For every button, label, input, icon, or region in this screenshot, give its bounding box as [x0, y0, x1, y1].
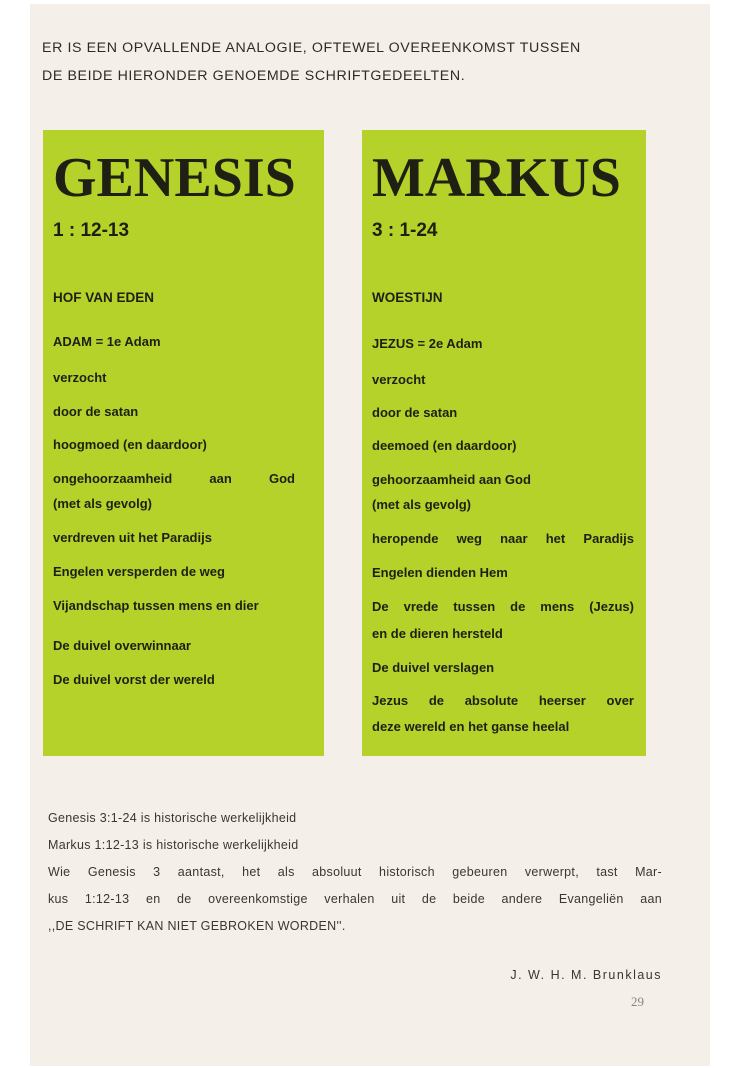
markus-place: WOESTIJN	[372, 290, 443, 305]
footer-line-3: Wie Genesis 3 aantast, het als absoluut historisch gebeuren verwerpt, tast Mar-	[48, 865, 662, 879]
genesis-line: verzocht	[53, 370, 107, 385]
intro-text	[42, 34, 682, 90]
genesis-line: ADAM = 1e Adam	[53, 334, 161, 349]
genesis-line: (met als gevolg)	[53, 496, 152, 511]
page-number: 29	[631, 994, 644, 1009]
genesis-line: Vijandschap tussen mens en dier	[53, 598, 259, 613]
markus-line: Jezus de absolute heerser over	[372, 693, 634, 708]
markus-line: heropende weg naar het Paradijs	[372, 531, 634, 546]
author-signature: J. W. H. M. Brunklaus	[510, 968, 662, 982]
genesis-place: HOF VAN EDEN	[53, 290, 155, 305]
markus-line: Engelen dienden Hem	[372, 565, 508, 580]
markus-line: gehoorzaamheid aan God	[372, 472, 531, 487]
genesis-line: verdreven uit het Paradijs	[53, 530, 212, 545]
genesis-reference: 1 : 12-13	[53, 220, 130, 241]
markus-line: deemoed (en daardoor)	[372, 438, 517, 453]
markus-line: deze wereld en het ganse heelal	[372, 719, 570, 734]
genesis-line: ongehoorzaamheid aan God	[53, 471, 295, 486]
footer-line-4: kus 1:12-13 en de overeenkomstige verhalen uit de beide andere Evangeliën aan	[48, 892, 662, 906]
intro-line-1: ER IS EEN OPVALLENDE ANALOGIE, OFTEWEL OVEREENKOMST TUSSEN	[42, 40, 581, 56]
markus-line: JEZUS = 2e Adam	[372, 336, 483, 351]
genesis-title: GENESIS	[53, 147, 296, 209]
markus-line: De duivel verslagen	[372, 660, 495, 675]
footer-line-5: ,,DE SCHRIFT KAN NIET GEBROKEN WORDEN''.	[48, 919, 346, 933]
document-page	[30, 4, 710, 1066]
genesis-line: hoogmoed (en daardoor)	[53, 437, 207, 452]
genesis-line: De duivel overwinnaar	[53, 638, 191, 653]
markus-line: verzocht	[372, 372, 426, 387]
markus-line: door de satan	[372, 405, 458, 420]
markus-panel	[362, 130, 646, 756]
markus-title: MARKUS	[372, 147, 621, 209]
genesis-line: De duivel vorst der wereld	[53, 672, 215, 687]
genesis-panel	[43, 130, 324, 756]
markus-line: (met als gevolg)	[372, 497, 471, 512]
footer-line-1: Genesis 3:1-24 is historische werkelijkheid	[48, 811, 297, 825]
markus-line: De vrede tussen de mens (Jezus)	[372, 599, 634, 614]
markus-line: en de dieren hersteld	[372, 626, 503, 641]
footer-line-2: Markus 1:12-13 is historische werkelijkheid	[48, 838, 299, 852]
genesis-line: door de satan	[53, 404, 139, 419]
genesis-line: Engelen versperden de weg	[53, 564, 225, 579]
markus-reference: 3 : 1-24	[372, 220, 438, 241]
intro-line-2: DE BEIDE HIERONDER GENOEMDE SCHRIFTGEDEELTEN.	[42, 68, 466, 84]
